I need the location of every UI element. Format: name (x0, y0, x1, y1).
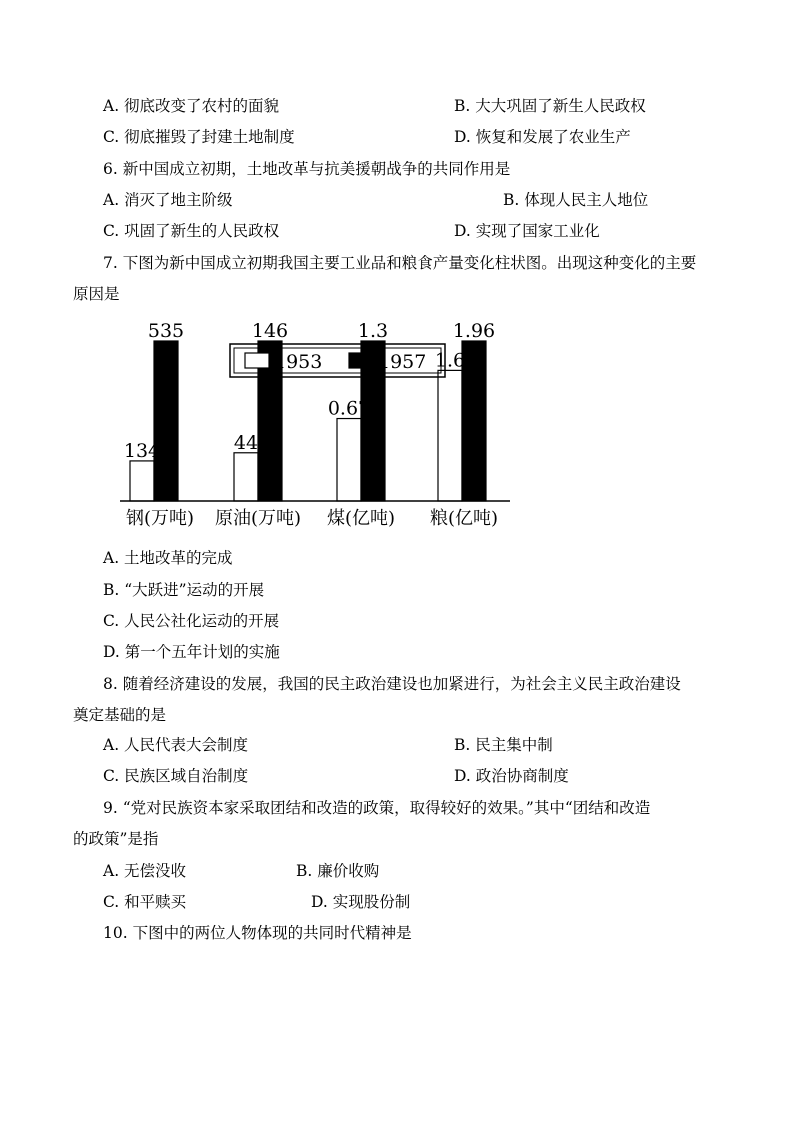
q7-option-b: B. “大跃进”运动的开展 (103, 581, 265, 599)
data-label-1953-4: 1.6 (434, 349, 466, 372)
q7-option-c: C. 人民公社化运动的开展 (103, 612, 280, 630)
bar-1957-1 (154, 341, 178, 501)
q6-option-a: A. 消灭了地主阶级 (103, 191, 233, 209)
q5-option-d: D. 恢复和发展了农业生产 (454, 128, 631, 146)
category-label-3: 煤(亿吨) (326, 508, 396, 529)
q6-option-b: B. 体现人民主人地位 (503, 191, 649, 209)
q9-stem-line2: 的政策”是指 (73, 830, 159, 848)
bar-1957-4 (462, 341, 486, 501)
q5-option-c: C. 彻底摧毁了封建土地制度 (103, 128, 295, 146)
q8-option-b: B. 民主集中制 (454, 736, 553, 754)
category-label-2: 原油(万吨) (214, 508, 302, 529)
q6-option-d: D. 实现了国家工业化 (454, 222, 600, 240)
bar-1953-1 (130, 461, 154, 501)
q7-stem-line1: 7. 下图为新中国成立初期我国主要工业品和粮食产量变化柱状图。出现这种变化的主要 (103, 254, 697, 272)
data-label-1957-2: 146 (251, 320, 289, 342)
data-label-1957-4: 1.96 (452, 320, 496, 342)
legend-label-1953: 1953 (274, 351, 323, 373)
production-bar-chart (112, 315, 514, 535)
q7-option-d: D. 第一个五年计划的实施 (103, 643, 280, 661)
legend-swatch-1953 (245, 353, 269, 368)
q5-option-b: B. 大大巩固了新生人民政权 (454, 97, 646, 115)
q8-option-a: A. 人民代表大会制度 (103, 736, 249, 754)
bar-1953-4 (438, 370, 462, 501)
category-label-1: 钢(万吨) (125, 508, 195, 529)
data-label-1953-3: 0.67 (327, 397, 371, 420)
data-label-1957-3: 1.3 (357, 320, 389, 342)
q9-stem-line1: 9. “党对民族资本家采取团结和改造的政策，取得较好的效果。”其中“团结和改造 (103, 799, 651, 817)
bar-1953-3 (337, 419, 361, 501)
data-label-1957-1: 535 (147, 320, 185, 342)
legend-label-1957: 1957 (378, 351, 427, 373)
q6-option-c: C. 巩固了新生的人民政权 (103, 222, 280, 240)
q9-option-c: C. 和平赎买 (103, 893, 187, 911)
data-label-1953-1: 134 (123, 439, 161, 462)
q9-option-b: B. 廉价收购 (296, 862, 380, 880)
q8-option-d: D. 政治协商制度 (454, 767, 569, 785)
q10-stem: 10. 下图中的两位人物体现的共同时代精神是 (103, 924, 412, 942)
q9-option-a: A. 无偿没收 (103, 862, 187, 880)
q9-option-d: D. 实现股份制 (311, 893, 411, 911)
q8-stem-line2: 奠定基础的是 (73, 706, 167, 724)
q6-stem: 6. 新中国成立初期，土地改革与抗美援朝战争的共同作用是 (103, 160, 511, 178)
q7-option-a: A. 土地改革的完成 (103, 549, 233, 567)
bar-1953-2 (234, 453, 258, 501)
q8-option-c: C. 民族区域自治制度 (103, 767, 249, 785)
data-label-1953-2: 44 (233, 431, 259, 454)
legend-swatch-1957 (349, 353, 373, 368)
q7-stem-line2: 原因是 (73, 285, 120, 303)
category-label-4: 粮(亿吨) (429, 508, 499, 529)
q5-option-a: A. 彻底改变了农村的面貌 (103, 97, 280, 115)
q8-stem-line1: 8. 随着经济建设的发展，我国的民主政治建设也加紧进行，为社会主义民主政治建设 (103, 675, 681, 693)
